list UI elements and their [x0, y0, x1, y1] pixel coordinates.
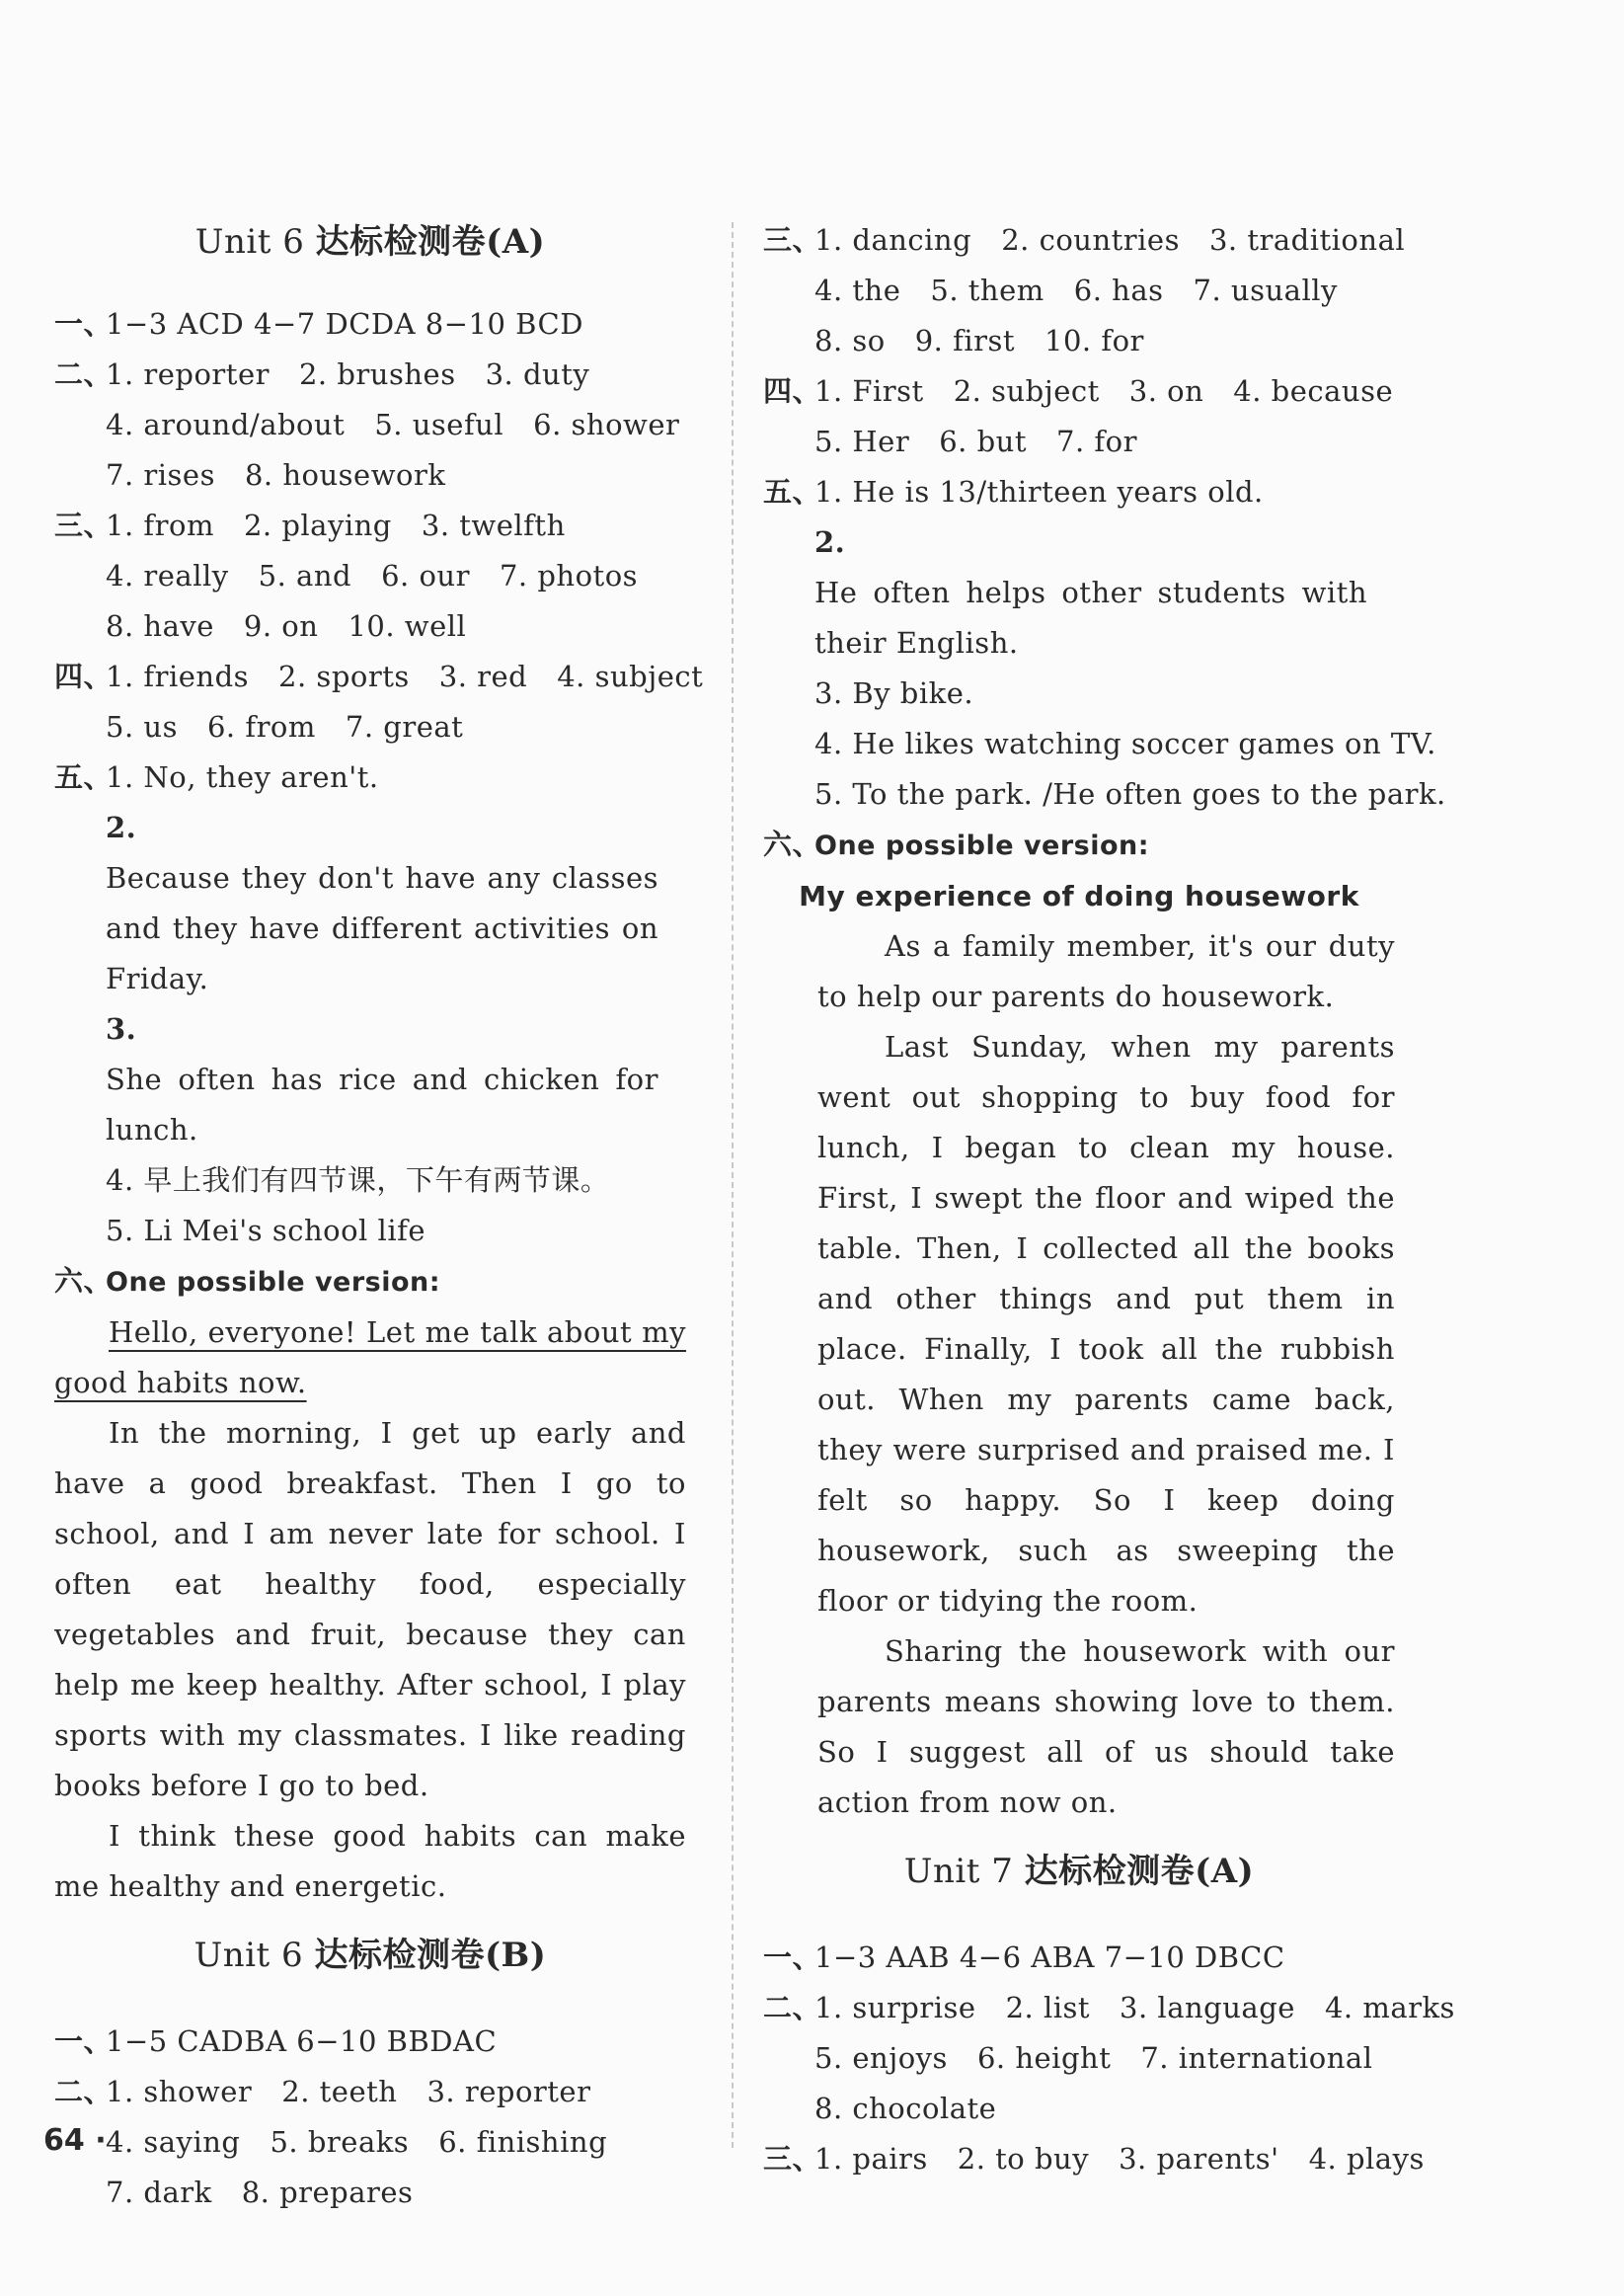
u7a-s2-line3: 8. chocolate — [814, 2092, 997, 2125]
u6b-s5-answer-4: 4. He likes watching soccer games on TV. — [814, 727, 1436, 760]
u6b-essay-p1: As a family member, it's our duty to help our parents do housework. — [817, 929, 1395, 1013]
u7a-s2-line2: 5. enjoys 6. height 7. international — [814, 2041, 1373, 2075]
unit6b-title: Unit 6 达标检测卷(B) — [193, 1936, 547, 1975]
u6a-s5-answer-2: 2.Because they don't have any classes and they have different activities on Friday. — [106, 811, 658, 995]
u6a-section-6: 六、One possible version: — [54, 1264, 441, 1298]
u6b-section-1: 一、1−5 CADBA 6−10 BBDAC — [54, 2024, 498, 2058]
page-number: 64 · — [43, 2123, 107, 2158]
u7a-section-2: 二、1. surprise 2. list 3. language 4. marks — [763, 1991, 1455, 2024]
right-column — [763, 215, 1455, 2184]
u6b-s2-line3: 7. dark 8. prepares — [106, 2176, 414, 2209]
u6b-s3-line3: 8. so 9. first 10. for — [814, 324, 1144, 357]
u6a-section-2: 二、1. reporter 2. brushes 3. duty — [54, 357, 590, 391]
u6b-essay-p2: Last Sunday, when my parents went out shopping to buy food for lunch, I began to clean my house. First, I swept the floor and wiped the table. Then, I collected all the books and other things and put them in place. Finally, I took all the rubbish out. When my parents came back, they were surprised and praised me. I felt so happy. So I keep doing housework, such as sweeping the floor or tidying the room. — [817, 1030, 1395, 1618]
unit6a-title: Unit 6 达标检测卷(A) — [194, 222, 546, 262]
u6b-s5-answer-2: 2.He often helps other students with their English. — [814, 525, 1367, 660]
u6a-section-3: 三、1. from 2. playing 3. twelfth — [54, 509, 566, 542]
u6b-section-6: 六、One possible version: — [763, 828, 1150, 861]
u7a-section-3: 三、1. pairs 2. to buy 3. parents' 4. plays — [763, 2142, 1425, 2176]
u6a-section-5: 五、1. No, they aren't. — [54, 760, 379, 794]
u6a-s2-line2: 4. around/about 5. useful 6. shower — [106, 408, 680, 441]
u6a-s5-answer-5: 5. Li Mei's school life — [106, 1214, 426, 1247]
u6b-section-3: 三、1. dancing 2. countries 3. traditional — [763, 223, 1406, 257]
u6a-essay-p1: Hello, everyone! Let me talk about my good habits now. — [54, 1315, 686, 1399]
u6a-essay-p2: In the morning, I get up early and have a good breakfast. Then I go to school, and I am never late for school. I often eat healthy food, especially vegetables and fruit, because they can help me keep healthy. After school, I play sports with my classmates. I like reading books before I go to bed. — [54, 1416, 686, 1802]
u7a-section-1: 一、1−3 AAB 4−6 ABA 7−10 DBCC — [763, 1940, 1285, 1974]
left-column — [54, 212, 704, 2218]
u6a-section-1: 一、1−3 ACD 4−7 DCDA 8−10 BCD — [54, 307, 583, 341]
u6a-s3-line2: 4. really 5. and 6. our 7. photos — [106, 559, 639, 593]
u6a-s5-answer-3: 3.She often has rice and chicken for lunch. — [106, 1012, 658, 1147]
u6a-s3-line3: 8. have 9. on 10. well — [106, 609, 467, 643]
u6b-section-5: 五、1. He is 13/thirteen years old. — [763, 475, 1264, 509]
u6b-essay-p3: Sharing the housework with our parents means showing love to them. So I suggest all of us should take action from now on. — [817, 1634, 1395, 1819]
u6b-essay-title: My experience of doing housework — [799, 880, 1359, 912]
u6a-section-4: 四、1. friends 2. sports 3. red 4. subject — [54, 660, 704, 693]
u6b-s4-line2: 5. Her 6. but 7. for — [814, 425, 1137, 458]
u6b-s5-answer-5: 5. To the park. /He often goes to the park. — [814, 777, 1446, 811]
u6a-s5-answer-4: 4. 早上我们有四节课，下午有两节课。 — [106, 1163, 610, 1197]
u6b-section-2: 二、1. shower 2. teeth 3. reporter — [54, 2075, 591, 2108]
u6b-s5-answer-3: 3. By bike. — [814, 676, 974, 710]
u6a-s2-line3: 7. rises 8. housework — [106, 458, 446, 492]
u6b-section-4: 四、1. First 2. subject 3. on 4. because — [763, 374, 1394, 408]
u6b-s2-line2: 4. saying 5. breaks 6. finishing — [106, 2125, 608, 2159]
u6a-s4-line2: 5. us 6. from 7. great — [106, 710, 464, 744]
u6a-essay-p3: I think these good habits can make me healthy and energetic. — [54, 1819, 686, 1903]
u6b-essay — [763, 921, 1395, 1828]
u6b-s3-line2: 4. the 5. them 6. has 7. usually — [814, 274, 1338, 307]
column-divider — [732, 222, 734, 2148]
unit7a-title: Unit 7 达标检测卷(A) — [903, 1852, 1255, 1891]
